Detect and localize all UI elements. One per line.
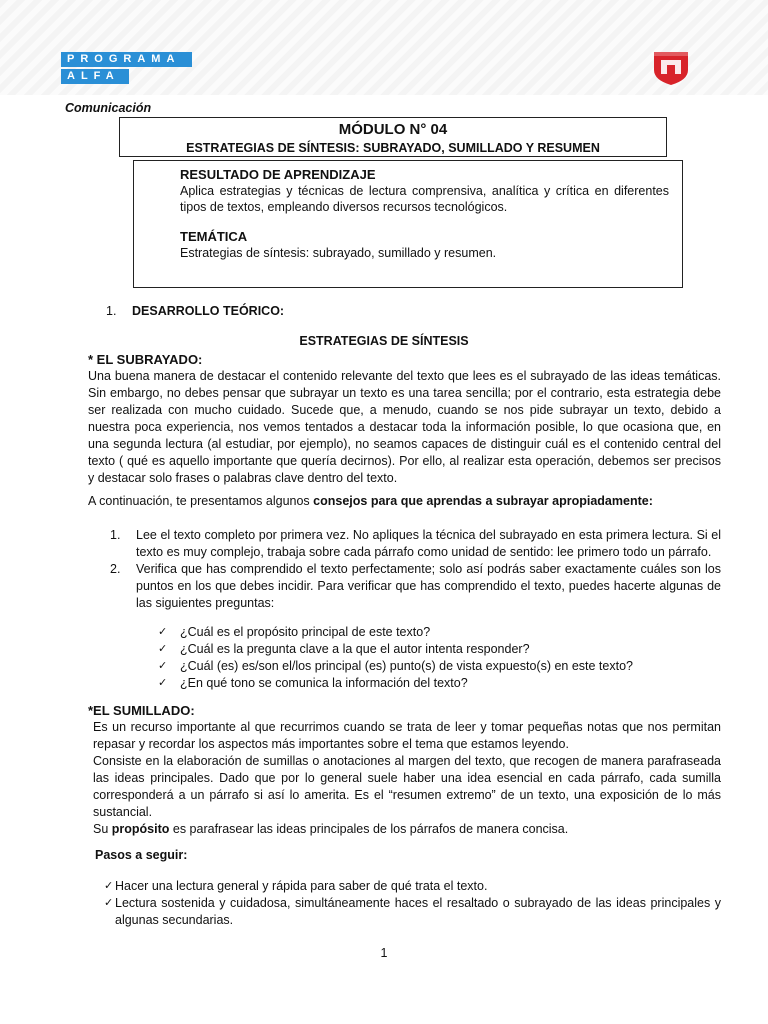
steps-heading	[95, 847, 728, 864]
topic-heading: TEMÁTICA	[180, 229, 248, 244]
steps-heading-text: Pasos a seguir:	[95, 848, 188, 862]
purpose-post: es parafrasear las ideas principales de los párrafos de manera concisa.	[169, 822, 569, 836]
center-title: ESTRATEGIAS DE SÍNTESIS	[299, 334, 469, 348]
list-item	[158, 624, 718, 641]
question-text: ¿Cuál es el propósito principal de este texto?	[180, 625, 431, 639]
question-text: ¿Cuál es la pregunta clave a la que el autor intenta responder?	[180, 642, 530, 656]
tips-intro	[88, 493, 721, 510]
university-emblem-icon	[652, 50, 690, 86]
steps-list	[88, 878, 721, 929]
list-item	[158, 641, 718, 658]
learning-outcome-box	[133, 160, 683, 288]
logo-line-2: ALFA	[61, 69, 129, 84]
subrayado-section	[88, 351, 721, 487]
step-text: Lectura sostenida y cuidadosa, simultáneamente haces el resaltado o subrayado de las ideas principales y algunas secundarias.	[115, 896, 721, 927]
list-item-text: Verifica que has comprendido el texto perfectamente; solo así podrás saber exactamente cuáles son los puntos en los que debes incidir. Para verificar que has comprendido el texto, puedes hacerte algunas de las siguientes preguntas:	[136, 562, 721, 610]
sumillado-paragraph-2: Consiste en la elaboración de sumillas o anotaciones al margen del texto, que recogen de manera parafraseada las ideas principales. Dado que por lo general suele haber una idea esencial en cada párrafo, cada sumilla corresponderá a un párrafo si así lo amerita. Es el “resumen extremo” de un texto, una exposición de lo más sustancial.	[93, 754, 721, 819]
subrayado-paragraph: Una buena manera de destacar el contenido relevante del texto que lees es el subrayado de las ideas temáticas. Sin embargo, no debes pensar que subrayar un texto es una tarea sencilla; por el contrario, esta estrategia debe ser realizada con mucho cuidado. Sucede que, a menudo, cuando se nos pide subrayar un texto, debido a nuestra poca experiencia, nos vemos tentados a destacar toda la información posible, lo que ocasiona que, en una segunda lectura (al estudiar, por ejemplo), no seamos capaces de distinguir cuál es el contenido central del texto ( qué es aquello importante que quería decirnos). Por ello, al realizar esta operación, debemos ser precisos y destacar solo frases o palabras clave dentro del texto.	[88, 369, 721, 485]
question-text: ¿En qué tono se comunica la información del texto?	[180, 676, 468, 690]
module-subtitle: ESTRATEGIAS DE SÍNTESIS: SUBRAYADO, SUMILLADO Y RESUMEN	[186, 141, 600, 155]
sumillado-heading: *EL SUMILLADO:	[88, 703, 195, 718]
logo-line-1: PROGRAMA	[61, 52, 192, 67]
tips-list	[110, 527, 721, 612]
sumillado-paragraph-1: Es un recurso importante al que recurrimos cuando se trata de leer y tomar pequeñas notas que nos permitan repasar y recordar los aspectos más importantes sobre el tema que estamos leyendo.	[93, 720, 721, 751]
tips-intro-text: A continuación, te presentamos algunos	[88, 494, 314, 508]
check-icon: ✓	[158, 677, 168, 689]
list-item	[158, 658, 718, 675]
list-item	[88, 878, 721, 895]
sumillado-paragraph-3	[88, 821, 721, 838]
topic-text: Estrategias de síntesis: subrayado, sumillado y resumen.	[180, 246, 497, 260]
subject-label: Comunicación	[65, 101, 152, 115]
subrayado-heading: * EL SUBRAYADO:	[88, 352, 203, 367]
check-icon: ✓	[158, 660, 168, 672]
result-text: Aplica estrategias y técnicas de lectura comprensiva, analítica y crítica en diferentes tipos de textos, empleando diversos recursos tecnológicos.	[180, 184, 669, 214]
list-item-number: 2.	[110, 562, 121, 576]
check-icon: ✓	[104, 880, 114, 892]
page-number: 1	[380, 946, 388, 960]
list-item	[158, 675, 718, 692]
check-icon: ✓	[104, 897, 114, 909]
list-item-number: 1.	[110, 528, 121, 542]
sumillado-section	[88, 702, 721, 838]
list-item-text: Lee el texto completo por primera vez. No apliques la técnica del subrayado en esta primera lectura. Si el texto es muy complejo, trabaja sobre cada párrafo como unidad de sentido: lee primero todo un párrafo.	[136, 528, 721, 559]
result-heading: RESULTADO DE APRENDIZAJE	[180, 167, 376, 182]
question-text: ¿Cuál (es) es/son el/los principal (es) punto(s) de vista expuesto(s) en este texto?	[180, 659, 633, 673]
section-label: DESARROLLO TEÓRICO:	[132, 304, 285, 318]
module-title-box	[119, 117, 667, 157]
list-item	[110, 561, 721, 612]
tips-intro-bold: consejos para que aprendas a subrayar apropiadamente:	[313, 494, 653, 508]
check-icon: ✓	[158, 643, 168, 655]
module-title: MÓDULO N° 04	[338, 121, 448, 138]
section-number: 1.	[106, 304, 117, 318]
section-heading	[106, 304, 284, 318]
check-icon: ✓	[158, 626, 168, 638]
questions-list	[158, 624, 718, 692]
step-text: Hacer una lectura general y rápida para saber de qué trata el texto.	[115, 879, 488, 893]
list-item	[110, 527, 721, 561]
list-item	[88, 895, 721, 929]
purpose-bold: propósito	[111, 822, 170, 836]
purpose-pre: Su	[93, 822, 112, 836]
programa-alfa-logo	[61, 52, 192, 84]
